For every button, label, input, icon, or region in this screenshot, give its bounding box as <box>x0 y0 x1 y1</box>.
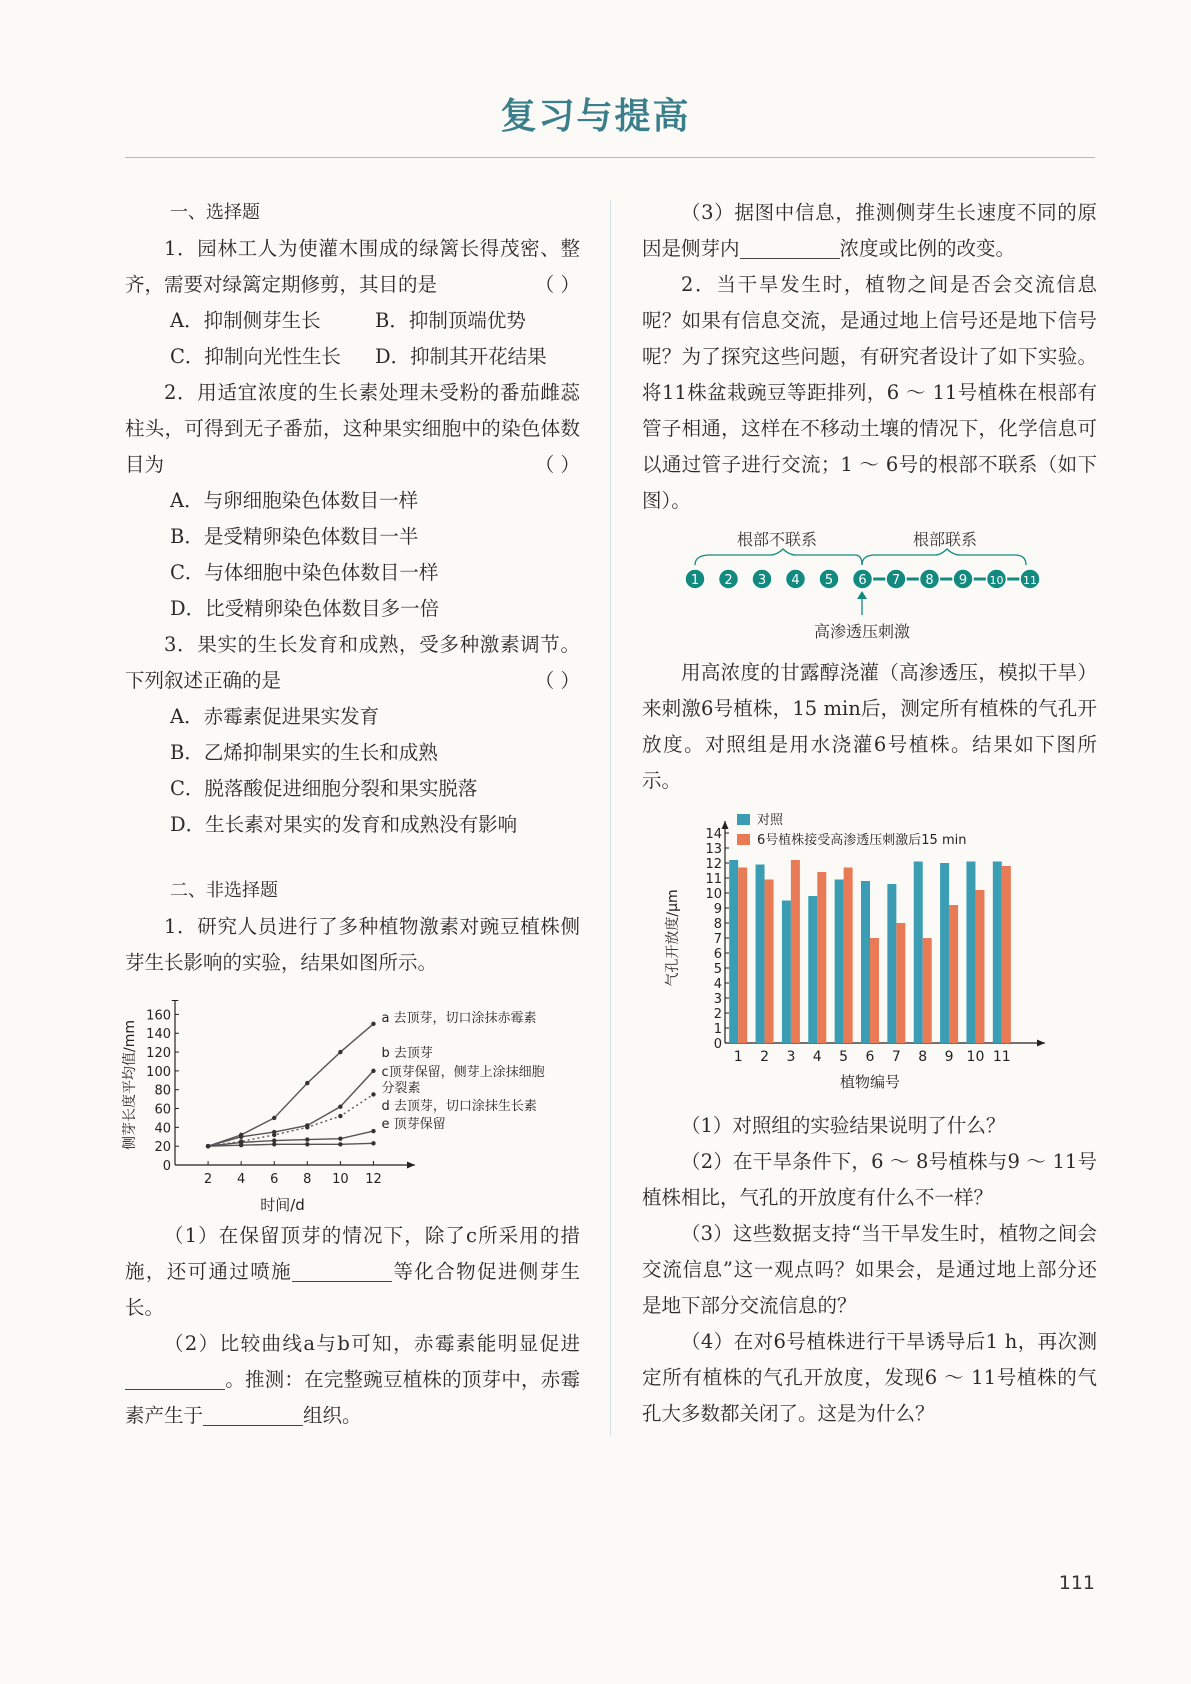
question-1 <box>125 231 580 303</box>
plant-number: 8 <box>925 573 934 588</box>
data-point <box>272 1133 276 1137</box>
legend-label: 6号植株接受高渗透压刺激后15 min <box>757 833 967 848</box>
plant-circles <box>685 569 1040 589</box>
y-tick-label: 40 <box>154 1121 171 1137</box>
x-axis-label: 时间/d <box>260 1196 305 1214</box>
data-point <box>206 1144 210 1148</box>
data-point <box>239 1143 243 1147</box>
problem-1-q1 <box>125 1218 580 1326</box>
legend-swatch <box>737 834 750 845</box>
section-heading-nonchoice: 二、非选择题 <box>170 880 278 901</box>
answer-blank[interactable] <box>292 1261 392 1282</box>
y-tick-label: 5 <box>713 962 722 977</box>
legend-swatch <box>737 814 750 825</box>
data-point <box>338 1142 342 1146</box>
option-d: D．生长素对果实的发育和成熟没有影响 <box>170 813 518 836</box>
right-column-bottom <box>642 1108 1097 1432</box>
x-tick-label: 2 <box>203 1172 213 1187</box>
plant-arrangement-diagram <box>680 525 1040 650</box>
option-c: C．抑制向光性生长 <box>170 345 341 368</box>
x-tick-label: 6 <box>270 1172 279 1187</box>
p1-q1-text-end: 等化合物促进侧芽生长。 <box>125 1260 580 1319</box>
x-tick-label: 10 <box>966 1049 985 1065</box>
y-tick-label: 0 <box>162 1159 171 1174</box>
page-number: 111 <box>1058 1572 1095 1594</box>
bar <box>756 865 765 1044</box>
problem-2-q4: （4）在对6号植株进行干旱诱导后1 h，再次测定所有植株的气孔开放度，发现6 ～ 11号植株的气孔大多数都关闭了。这是为什么？ <box>642 1330 1097 1425</box>
question-3-text: 3．果实的生长发育和成熟，受多种激素调节。下列叙述正确的是 <box>125 633 580 692</box>
bar <box>844 868 853 1044</box>
data-point <box>272 1116 276 1120</box>
y-axis-label: 侧芽长度平均值/mm <box>122 1020 138 1150</box>
option-a: A．抑制侧芽生长 <box>170 309 321 332</box>
data-point <box>338 1050 342 1054</box>
answer-blank[interactable] <box>125 1369 225 1390</box>
y-tick-label: 0 <box>713 1037 722 1052</box>
data-point <box>371 1129 375 1133</box>
y-tick-label: 20 <box>154 1140 171 1156</box>
data-point <box>239 1135 243 1139</box>
question-1-text: 1．园林工人为使灌木围成的绿篱长得茂密、整齐，需要对绿篱定期修剪，其目的是 <box>125 237 580 296</box>
y-tick-label: 160 <box>146 1008 171 1024</box>
y-tick-label: 13 <box>705 842 722 857</box>
question-2 <box>125 375 580 483</box>
p1-q1-text: （1）在保留顶芽的情况下，除了c所采用的措施，还可通过喷施 <box>125 1224 580 1283</box>
y-tick-label: 6 <box>713 947 722 962</box>
brace-not-connected <box>695 549 862 565</box>
stimulus-label: 高渗透压刺激 <box>813 622 911 641</box>
problem-2-text-2: 用高浓度的甘露醇浇灌（高渗透压，模拟干旱）来刺激6号植株，15 min后，测定所有植株的气孔开放度。对照组是用水浇灌6号植株。结果如下图所示。 <box>642 661 1097 792</box>
y-tick-label: 100 <box>146 1064 171 1080</box>
plant-number: 4 <box>791 573 800 588</box>
data-point <box>338 1104 342 1108</box>
bar <box>993 862 1002 1044</box>
bar <box>896 923 905 1043</box>
problem-2-q3: （3）这些数据支持“当干旱发生时，植物之间会交流信息”这一观点吗？如果会，是通过地上部分还是地下部分交流信息的？ <box>642 1222 1097 1317</box>
x-tick-label: 6 <box>865 1049 875 1065</box>
x-tick-label: 3 <box>786 1049 796 1065</box>
y-tick-label: 9 <box>713 902 722 917</box>
problem-1-q3 <box>642 195 1097 267</box>
bar <box>975 890 984 1043</box>
option-a: A．赤霉素促进果实发育 <box>170 705 380 728</box>
y-tick-label: 1 <box>713 1022 722 1037</box>
answer-paren: （ ） <box>534 669 580 692</box>
x-tick-label: 1 <box>733 1049 743 1065</box>
y-tick-label: 80 <box>154 1083 171 1099</box>
data-point <box>338 1136 342 1140</box>
question-3 <box>125 627 580 699</box>
series-label: b 去顶芽 <box>381 1046 433 1061</box>
y-tick-label: 3 <box>713 992 722 1007</box>
x-tick-label: 7 <box>891 1049 901 1065</box>
stimulus-arrowhead <box>857 591 867 599</box>
left-column <box>125 195 580 981</box>
plant-number: 2 <box>724 573 733 588</box>
bar <box>940 863 949 1043</box>
left-column-bottom <box>125 1218 580 1434</box>
y-tick-label: 60 <box>154 1102 171 1118</box>
x-tick-label: 9 <box>944 1049 954 1065</box>
x-tick-label: 8 <box>918 1049 928 1065</box>
p1-q2-text-mid: 。推测：在完整豌豆植株的顶芽中，赤霉素产生于 <box>125 1368 580 1427</box>
y-tick-label: 14 <box>705 827 722 842</box>
plant-number: 1 <box>690 573 700 588</box>
option-c: C．脱落酸促进细胞分裂和果实脱落 <box>170 777 478 800</box>
question-1-options <box>125 303 580 339</box>
answer-blank[interactable] <box>740 238 840 259</box>
p1-q2-text-end: 组织。 <box>303 1404 362 1427</box>
data-point <box>305 1142 309 1146</box>
label-not-connected: 根部不联系 <box>736 530 818 549</box>
bar <box>861 881 870 1043</box>
option-d: D．抑制其开花结果 <box>375 345 547 368</box>
bar <box>791 860 800 1043</box>
y-tick-label: 2 <box>713 1007 722 1022</box>
bar <box>870 938 879 1043</box>
answer-paren: （ ） <box>534 273 580 296</box>
series-line <box>208 1071 373 1146</box>
x-tick-label: 4 <box>237 1172 246 1187</box>
x-tick-label: 5 <box>839 1049 849 1065</box>
option-b: B．抑制顶端优势 <box>375 309 526 332</box>
series-line <box>208 1024 373 1146</box>
series-label: e 顶芽保留 <box>381 1117 446 1132</box>
bar <box>782 901 791 1044</box>
plant-number: 7 <box>891 573 901 588</box>
y-tick-label: 140 <box>146 1027 171 1043</box>
bar <box>1002 866 1011 1043</box>
option-a: A．与卵细胞染色体数目一样 <box>170 489 419 512</box>
option-d: D．比受精卵染色体数目多一倍 <box>170 597 440 620</box>
legend-label: 对照 <box>757 813 784 828</box>
x-axis-arrow <box>1037 1040 1045 1047</box>
plant-number: 10 <box>989 574 1004 587</box>
x-tick-label: 10 <box>332 1172 349 1187</box>
data-point <box>371 1141 375 1145</box>
page-title: 复习与提高 <box>500 96 691 137</box>
option-b: B．是受精卵染色体数目一半 <box>170 525 419 548</box>
bar <box>966 862 975 1044</box>
option-b: B．乙烯抑制果实的生长和成熟 <box>170 741 438 764</box>
p1-q3-text-end: 浓度或比例的改变。 <box>839 237 1016 260</box>
line-chart <box>120 1000 600 1215</box>
problem-2-text: 2．当干旱发生时，植物之间是否会交流信息呢？如果有信息交流，是通过地上信号还是地下信号呢？为了探究这些问题，有研究者设计了如下实验。将11株盆栽豌豆等距排列，6 ～ 11号植株在根部有管子相通，这样在不移动土壤的情况下，化学信息可以通过管子进行交流；1 ～ 6号的根部不联系（如下图）。 <box>642 273 1097 512</box>
plant-number: 6 <box>858 573 867 588</box>
bar <box>949 905 958 1043</box>
data-point <box>272 1138 276 1142</box>
question-2-text: 2．用适宜浓度的生长素处理未受粉的番茄雌蕊柱头，可得到无子番茄，这种果实细胞中的染色体数目为 <box>125 381 580 476</box>
bar <box>808 896 817 1043</box>
plant-number: 3 <box>757 573 767 588</box>
y-tick-label: 11 <box>705 872 722 887</box>
x-axis-arrow <box>407 1162 415 1169</box>
series-label: c顶芽保留，侧芽上涂抹细胞分裂素 <box>381 1065 545 1096</box>
y-tick-label: 10 <box>705 887 722 902</box>
x-tick-label: 12 <box>365 1172 382 1187</box>
label-connected: 根部联系 <box>912 530 978 549</box>
data-point <box>272 1142 276 1146</box>
right-column <box>642 195 1097 519</box>
option-c: C．与体细胞中染色体数目一样 <box>170 561 439 584</box>
title-rule <box>125 157 1095 158</box>
y-axis-label: 气孔开放度/μm <box>665 889 681 987</box>
plant-number: 5 <box>824 573 834 588</box>
data-point <box>371 1069 375 1073</box>
problem-2-q1: （1）对照组的实验结果说明了什么？ <box>681 1114 1006 1137</box>
data-point <box>305 1125 309 1129</box>
plant-number: 11 <box>1023 574 1037 587</box>
problem-2-q2: （2）在干旱条件下，6 ～ 8号植株与9 ～ 11号植株相比，气孔的开放度有什么不一样？ <box>642 1150 1097 1209</box>
series-label: d 去顶芽，切口涂抹生长素 <box>381 1099 537 1114</box>
y-tick-label: 7 <box>713 932 722 947</box>
x-tick-label: 8 <box>303 1172 312 1187</box>
problem-1-text: 1．研究人员进行了多种植物激素对豌豆植株侧芽生长影响的实验，结果如图所示。 <box>125 915 580 974</box>
y-tick-label: 4 <box>713 977 722 992</box>
bar <box>923 938 932 1043</box>
bar <box>817 872 826 1043</box>
p1-q3-text: （3）据图中信息，推测侧芽生长速度不同的原因是侧芽内 <box>642 201 1097 260</box>
data-point <box>305 1081 309 1085</box>
x-tick-label: 11 <box>992 1049 1011 1065</box>
answer-paren: （ ） <box>534 453 580 476</box>
plant-number: 9 <box>958 573 968 588</box>
data-point <box>338 1114 342 1118</box>
data-point <box>305 1137 309 1141</box>
y-tick-label: 120 <box>146 1046 171 1062</box>
bar <box>835 880 844 1044</box>
right-column-mid <box>642 655 1097 799</box>
column-divider <box>610 200 611 1435</box>
x-tick-label: 2 <box>760 1049 770 1065</box>
bar <box>738 868 747 1044</box>
y-axis-arrow <box>172 1000 179 1001</box>
answer-blank[interactable] <box>203 1405 303 1426</box>
section-heading-choice: 一、选择题 <box>170 202 260 223</box>
x-tick-label: 4 <box>812 1049 822 1065</box>
question-1-options-2 <box>125 339 580 375</box>
problem-1-q2 <box>125 1326 580 1434</box>
bar-chart <box>660 800 1080 1100</box>
brace-connected <box>862 549 1026 565</box>
x-axis-label: 植物编号 <box>839 1073 901 1091</box>
bar <box>729 860 738 1043</box>
series-label: a 去顶芽，切口涂抹赤霉素 <box>381 1011 537 1026</box>
p1-q2-text: （2）比较曲线a与b可知，赤霉素能明显促进 <box>164 1332 580 1355</box>
y-axis-arrow <box>722 821 729 829</box>
bar <box>914 862 923 1044</box>
bar <box>765 880 774 1044</box>
y-tick-label: 8 <box>713 917 722 932</box>
bar <box>887 884 896 1043</box>
y-tick-label: 12 <box>705 857 722 872</box>
data-point <box>371 1092 375 1096</box>
data-point <box>371 1022 375 1026</box>
